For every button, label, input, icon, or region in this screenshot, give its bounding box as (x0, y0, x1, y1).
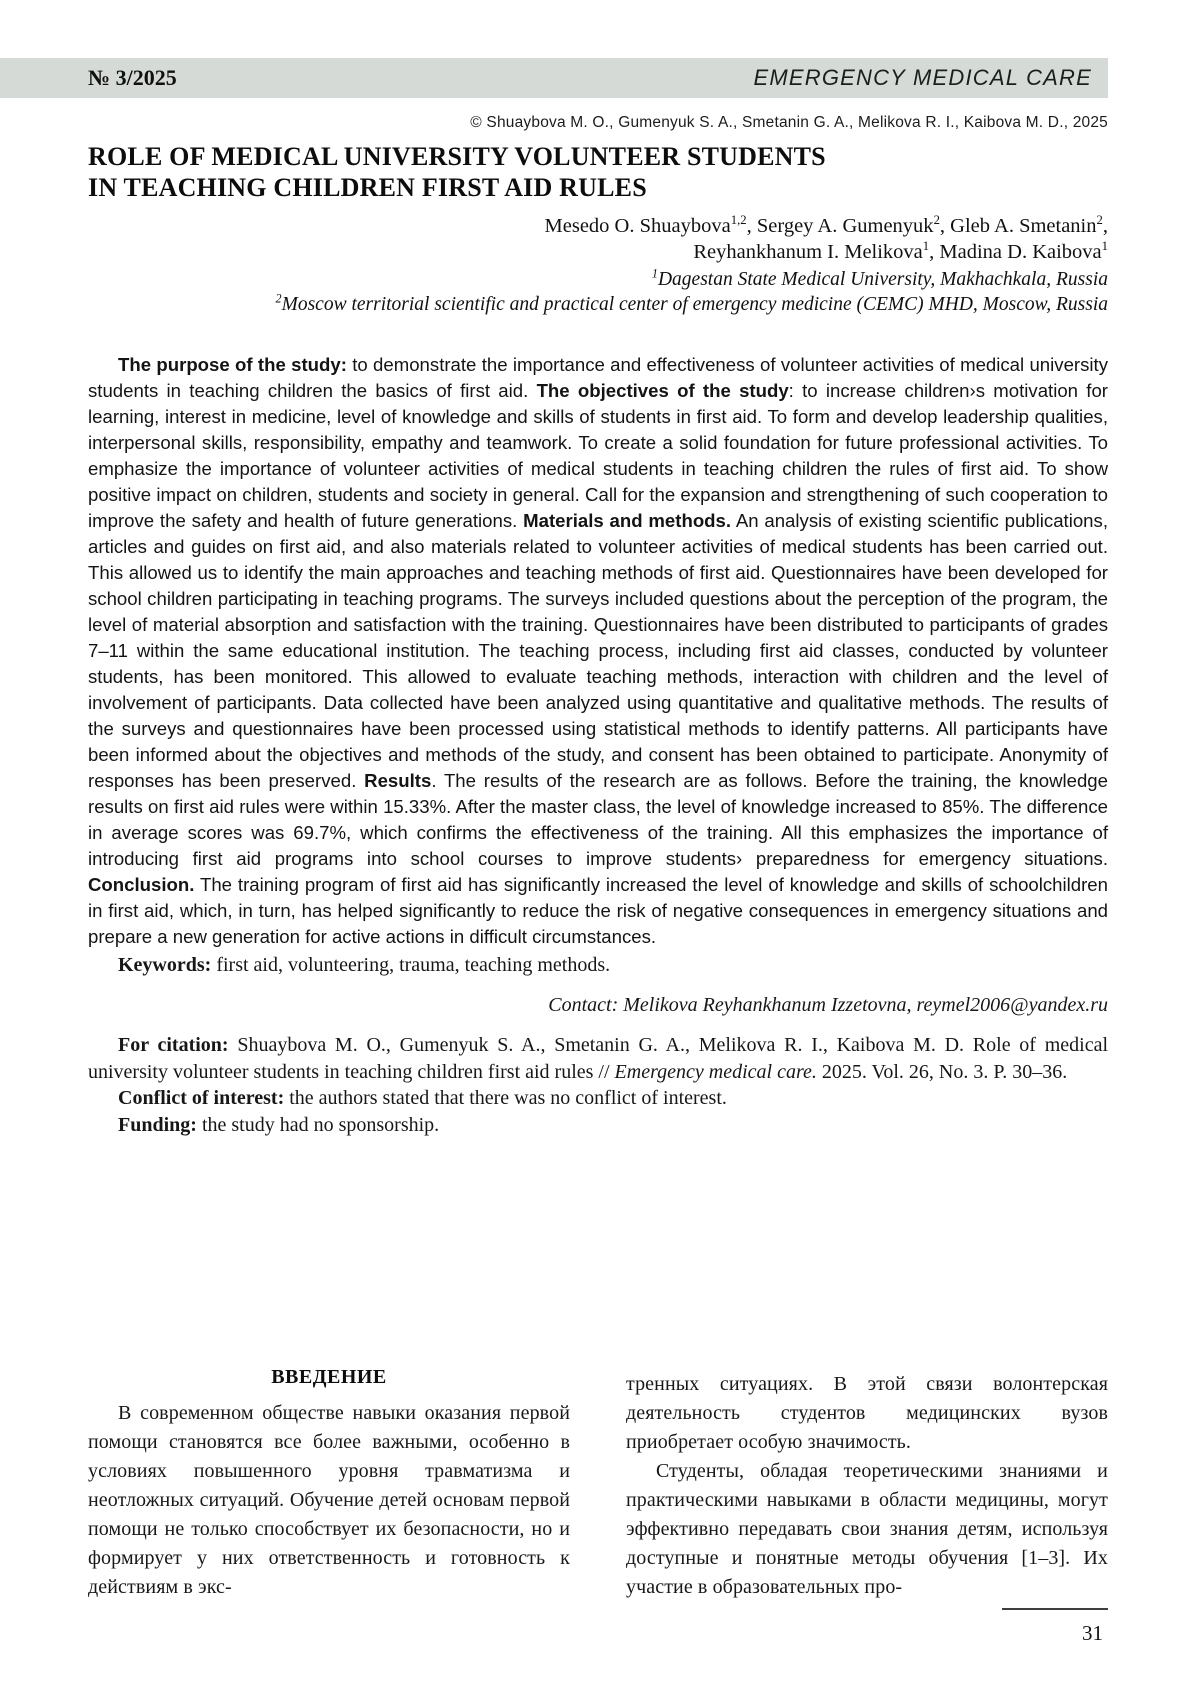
article-title (88, 141, 1108, 203)
citation-paragraph: For citation: Shuaybova M. O., Gumenyuk S. A., Smetanin G. A., Melikova R. I., Kaibova M. D. Role of medical university volunteer students in teaching children first aid rules // Emergency medical care. 2025. Vol. 26, No. 3. P. 30–36. (88, 1034, 1109, 1083)
authors-line-2: Reyhankhanum I. Melikova$^1$, Madina D. Kaibova$^1$ (693, 239, 1108, 263)
journal-name-label: EMERGENCY MEDICAL CARE (753, 65, 1092, 90)
introduction-heading: ВВЕДЕНИЕ (271, 1366, 387, 1388)
intro-left-column (88, 1364, 570, 1602)
contact-line: Contact: Melikova Reyhankhanum Izzetovna, reymel2006@yandex.ru (548, 994, 1108, 1016)
affiliation-1: $^1$Dagestan State Medical University, Makhachkala, Russia (651, 266, 1108, 290)
authors-block (88, 213, 1108, 265)
article-title-line-2: IN TEACHING CHILDREN FIRST AID RULES (88, 173, 647, 202)
page-header-bar (0, 58, 1108, 98)
issue-label: № 3/2025 (88, 65, 177, 90)
intro-right-continuation: тренных ситуациях. В этой связи волонтерская деятельность студентов медицинских вузов приобретает особую значимость. (626, 1373, 1108, 1453)
affiliations-block (88, 267, 1108, 317)
footnote-rule (1002, 1608, 1108, 1610)
introduction-columns (88, 1364, 1108, 1602)
article-title-line-1: ROLE OF MEDICAL UNIVERSITY VOLUNTEER STUDENTS (88, 142, 826, 171)
abstract-section (88, 352, 1108, 950)
conflict-of-interest-line: Conflict of interest: the authors stated that there was no conflict of interest. (118, 1087, 727, 1109)
intro-right-column (626, 1364, 1108, 1602)
funding-line: Funding: the study had no sponsorship. (118, 1113, 440, 1136)
copyright-line: © Shuaybova M. O., Gumenyuk S. A., Smetanin G. A., Melikova R. I., Kaibova M. D., 2025 (470, 114, 1108, 131)
authors-line-1: Mesedo O. Shuaybova$^{1,2}$, Sergey A. Gumenyuk$^2$, Gleb A. Smetanin$^2$, (544, 213, 1108, 237)
intro-left-paragraph: В современном обществе навыки оказания первой помощи становятся все более важными, особенно в условиях повышенного уровня травматизма и неотложных ситуаций. Обучение детей основам первой помощи не только способствует их безопасности, но и формирует у них ответственность и готовность к действиям в экс- (88, 1402, 570, 1598)
intro-right-paragraph: Студенты, обладая теоретическими знаниями и практическими навыками в области медицины, могут эффективно передавать свои знания детям, используя доступные и понятные методы обучения [1–3]. Их участие в образовательных про- (626, 1460, 1108, 1598)
abstract-and-meta (88, 352, 1108, 1138)
keywords-line: Keywords: first aid, volunteering, trauma, teaching methods. (118, 954, 611, 976)
page-number: 31 (1082, 1621, 1103, 1645)
abstract-paragraph: The purpose of the study: to demonstrate the importance and effectiveness of volunteer activities of medical university students in teaching children the basics of first aid. The objectives of the study: to increase children›s motivation for learning, interest in medicine, level of knowledge and skills of students in first aid. To form and develop leadership qualities, interpersonal skills, responsibility, empathy and teamwork. To create a solid foundation for future professional activities. To emphasize the importance of volunteer activities of medical students in teaching children the rules of first aid. To show positive impact on children, students and society in general. Call for the expansion and strengthening of such cooperation to improve the safety and health of future generations. Materials and methods. An analysis of existing scientific publications, articles and guides on first aid, and also materials related to volunteer activities of medical students has been carried out. This allowed us to identify the main approaches and teaching methods of first aid. Questionnaires have been developed for school children participating in teaching programs. The surveys included questions about the perception of the program, the level of material absorption and satisfaction with the training. Questionnaires have been distributed to participants of grades 7–11 within the same educational institution. The teaching process, including first aid classes, conducted by volunteer students, has been monitored. This allowed to evaluate teaching methods, interaction with children and the level of involvement of participants. Data collected have been analyzed using quantitative and qualitative methods. The results of the surveys and questionnaires have been processed using statistical methods to identify patterns. All participants have been informed about the objectives and methods of the study, and consent has been obtained to participate. Anonymity of responses has been preserved. Results. The results of the research are as follows. Before the training, the knowledge results on first aid rules were within 15.33%. After the master class, the level of knowledge increased to 85%. The difference in average scores was 69.7%, which confirms the effectiveness of the training. All this emphasizes the importance of introducing first aid programs into school courses to improve students› preparedness for emergency situations. Conclusion. The training program of first aid has significantly increased the level of knowledge and skills of schoolchildren in first aid, which, in turn, has helped significantly to reduce the risk of negative consequences in emergency situations and prepare a new generation for active actions in difficult circumstances. (88, 354, 1109, 947)
affiliation-2: $^2$Moscow territorial scientific and practical center of emergency medicine (CEMC) MHD, Moscow, Russia (275, 291, 1108, 315)
